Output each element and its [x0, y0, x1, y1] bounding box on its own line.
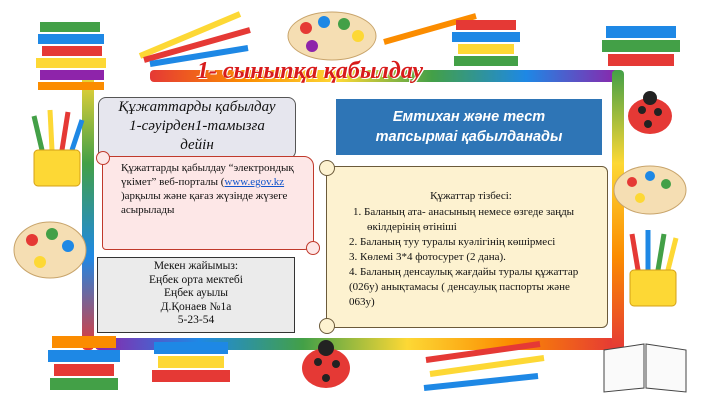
- open-book-icon: [600, 336, 690, 396]
- scroll-curl-icon: [306, 241, 320, 255]
- ladybug-icon: [296, 338, 356, 398]
- pencils-icon: [624, 230, 684, 310]
- list-item: 2. Баланың туу туралы куәлігінің көшірмесі: [349, 236, 556, 248]
- ladybug-icon: [620, 90, 680, 140]
- books-icon: [600, 20, 690, 80]
- docs-accept-line2: 1-сәуірден1-тамызға: [129, 118, 265, 134]
- scroll-curl-icon: [319, 318, 335, 334]
- egov-link[interactable]: www.egov.kz: [224, 176, 285, 188]
- books-icon: [46, 330, 126, 410]
- docs-accept-period-box: [98, 97, 296, 159]
- docs-accept-line1: Құжаттарды қабылдау: [118, 99, 276, 115]
- address-box: [97, 257, 295, 333]
- exam-line2: тапсырмаі қабылданады: [375, 129, 563, 145]
- egov-text-after: )арқылы және қағаз жүзінде жүзеге асырылады: [121, 190, 288, 216]
- list-item: 4. Баланың денсаулық жағдайы туралы құжаттар (026у) анықтамасы ( денсаулық паспорты және 063у): [349, 266, 579, 308]
- paint-palette-icon: [610, 160, 690, 220]
- pencils-icon: [30, 110, 90, 190]
- address-phone: 5-23-54: [177, 314, 215, 326]
- scroll-curl-icon: [96, 151, 110, 165]
- pencils-icon: [420, 340, 550, 400]
- document-list-scroll: [326, 166, 608, 328]
- books-icon: [36, 14, 116, 94]
- address-village: Еңбек ауылы: [164, 287, 228, 299]
- paint-palette-icon: [10, 210, 90, 290]
- address-school: Еңбек орта мектебі: [149, 273, 243, 286]
- docs-accept-line3: дейін: [180, 137, 214, 153]
- egov-text-before: Құжаттарды қабылдау “электрондық үкімет” веб-порталы (: [121, 162, 294, 188]
- scroll-curl-icon: [319, 160, 335, 176]
- list-item: 1. Баланың ата- анасының немесе өзгеде заңды өкілдерінің өтініші: [353, 206, 575, 233]
- books-icon: [150, 336, 240, 406]
- exam-line1: Емтихан және тест: [392, 109, 546, 125]
- document-list-title: Құжаттар тізбесі:: [430, 190, 512, 202]
- page-title: 1- сыныпқа қабылдау: [196, 58, 424, 84]
- egov-scroll: [102, 156, 314, 250]
- address-label: Мекен жайымыз:: [153, 260, 239, 272]
- exam-notice-box: [336, 99, 602, 155]
- list-item: 3. Көлемі 3*4 фотосурет (2 дана).: [349, 251, 506, 263]
- address-street: Д.Қонаев №1а: [160, 300, 232, 313]
